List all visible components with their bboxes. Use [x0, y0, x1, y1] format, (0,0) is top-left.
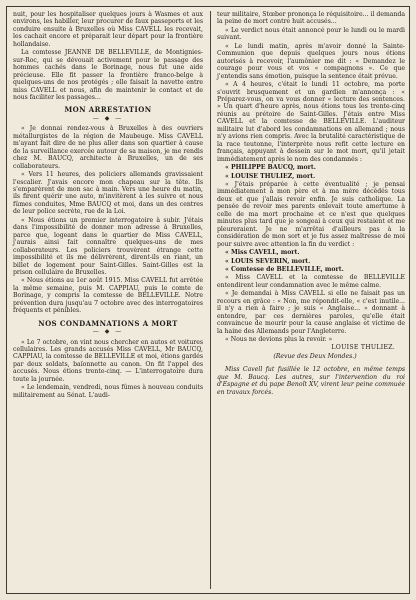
- paragraph: « Je demandai à Miss CAVELL si elle ne faisait pas un recours en grâce : « Non, me répondit-elle, « c'est inutile... il n'y a rien à faire ; je suis « Anglaise... » donnant à entendre, par ces dernières paroles, qu'elle était convaincue de mourir pour la cause anglaise et victime de la haine des Allemands pour l'Angleterre.: [217, 290, 405, 335]
- author-signature: LOUISE THULIEZ.: [331, 344, 395, 352]
- section-heading-condamnations: NOS CONDAMNATIONS A MORT: [38, 318, 178, 328]
- verdict-line: « Comtesse de BELLEVILLE, mort.: [225, 265, 344, 273]
- paragraph: « Le lendemain, vendredi, nous fûmes à nouveau conduits militairement au Sénat. L'audi-: [13, 384, 203, 399]
- heading-ornament: — ◆ —: [92, 114, 124, 122]
- paragraph: nuit, pour les hospitaliser quelques jours à Wasmes et aux environs, les habiller, leur procurer de faux passeports et les conduire ensuite à Bruxelles où Miss CAVELL les recevait, les cachait encore et préparait leur départ pour la frontière hollandaise.: [13, 11, 203, 48]
- paragraph: « Le verdict nous était annoncé pour le lundi ou le mardi suivant.: [217, 26, 405, 42]
- verdict-line: « LOUISE THULIEZ, mort.: [225, 172, 316, 180]
- paragraph: « J'étais préparée à cette éventualité ; je pensai immédiatement à mon père et à ma mère décédés tous deux et que j'allais revoir enfin. Je suis catholique. La pensée de revoir mes parents enlevait toute amertume à celle de ma mort prochaine et ce n'est que quelques minutes plus tard que je songeai à ceux qui restaient et me pleureraient. Je ne m'arrêtai d'ailleurs pas à la considération de mon sort et je fus assez maîtresse de moi pour suivre avec attention la fin du verdict :: [217, 180, 405, 248]
- paragraph: « Le lundi matin, après m'avoir donné la Sainte-Communion que depuis quelques jours nous étions autorisés à recevoir, l'aumônier me dit : « Demandez le courage pour vous et vos « compagnons ». Ce que j'entendis sans émotion, puisque la sentence était prévue.: [217, 42, 405, 80]
- paragraph: « Je donnai rendez-vous à Bruxelles à des ouvriers métallurgistes de la région de Maubeuge. Miss CAVELL m'ayant fait dire de ne plus aller dans son quartier à cause de la surveillance exercée autour de sa maison, je me rendis chez M. BAUCQ, architecte à Bruxelles, un de ses collaborateurs.: [13, 125, 203, 170]
- left-column: [13, 11, 203, 589]
- paragraph: « Vers 11 heures, des policiers allemands gravissaient l'escalier. J'avais encore mon chapeau sur la tête. Ils s'emparèrent de mon sac à main. Vers une heure du matin, ils firent quérir une auto, m'invitèrent à les suivre et nous fûmes conduites, Mme BAUCQ et moi, dans un des centres de leur police secrète, rue de la Loi.: [13, 171, 203, 216]
- paragraph: « Nous ne devions plus la revoir. »: [225, 336, 333, 344]
- document-page: [6, 6, 410, 594]
- column-divider: [210, 11, 211, 589]
- right-column: [217, 11, 405, 589]
- paragraph: « Le 7 octobre, on vint nous chercher en autos et voitures cellulaires. Les grands accusés Miss CAVELL, Mr BAUCQ, CAPPIAU, la comtesse de BELLEVILLE et moi, étions gardés par deux soldats, baïonnette au canon. On fit l'appel des accusés. Nous étions trente-cinq. — L'interrogatoire dura toute la journée.: [13, 338, 203, 383]
- closing-note: Miss Cavell fut fusillée le 12 octobre, en même temps que M. Baucq. Les autres, sur l'intervention du roi d'Espagne et du pape Benoît XV, virent leur peine commuée en travaux forcés.: [217, 366, 405, 396]
- source-citation: (Revue des Deux Mondes.): [273, 352, 357, 360]
- verdict-line: « LOUIS SEVERIN, mort.: [225, 257, 311, 265]
- section-heading-arrestation: MON ARRESTATION: [64, 105, 152, 115]
- verdict-line: « Miss CAVELL, mort.: [225, 249, 300, 257]
- verdict-line: « PHILIPPE BAUCQ, mort.: [225, 164, 316, 172]
- paragraph: « A 4 heures, c'était le lundi 11 octobre, ma porte s'ouvrit brusquement et un gardien m'annonça : « Préparez-vous, on va vous donner « lecture des sentences. » Un quart d'heure après, nous étions tous les trente-cinq réunis au prétoire de Saint-Gilles. J'étais entre Miss CAVELL et la comtesse de BELLEVILLE. L'auditeur militaire lut d'abord les condamnations en allemand ; nous n'y avions rien compris. Avec la brutalité caractéristique de la race teutonne, l'interprète nous refit cette lecture en français, appuyant à dessein sur le mot mort, qu'il jetait immédiatement après le nom des condamnés :: [217, 81, 405, 163]
- paragraph: « Miss CAVELL et la comtesse de BELLEVILLE entendirent leur condamnation avec le même calme.: [217, 274, 405, 289]
- paragraph: La comtesse JEANNE DE BELLEVILLE, de Montignies-sur-Roc, qui se dévouait activement pour le passage des hommes cachés dans le Borinage, nous fut une aide précieuse. Elle fit passer la frontière franco-belge à quelques-uns de nos protégés ; elle faisait la navette entre miss CAVELL et nous, afin de maintenir le contact et de nous faciliter les passages...: [13, 49, 203, 101]
- paragraph: teur militaire, Stœber prononça le réquisitoire... il demanda la peine de mort contre huit accusés...: [217, 11, 405, 26]
- paragraph: « Nous étions un premier interrogatoire à subir. J'étais dans l'impossibilité de donner mon adresse à Bruxelles, parce que, logeant dans le quartier de Miss CAVELL, j'aurais ainsi fait connaître quelques-uns de mes collaborateurs. Les policiers trouvèrent étrange cette impossibilité et ils me délivrèrent, dirent-ils en riant, un billet de logement pour Saint-Gilles. Saint-Gilles est la prison cellulaire de Bruxelles.: [13, 216, 203, 276]
- paragraph: « Nous étions au 1er août 1915. Miss CAVELL fut arrêtée la même semaine, puis M. CAPPIAU, puis le comte de Borinage, y compris la comtesse de BELLEVILLE. Notre prévention dura jusqu'au 7 octobre avec des interrogatoires fréquents et pénibles.: [13, 277, 203, 315]
- heading-ornament: — ◆ —: [92, 328, 124, 336]
